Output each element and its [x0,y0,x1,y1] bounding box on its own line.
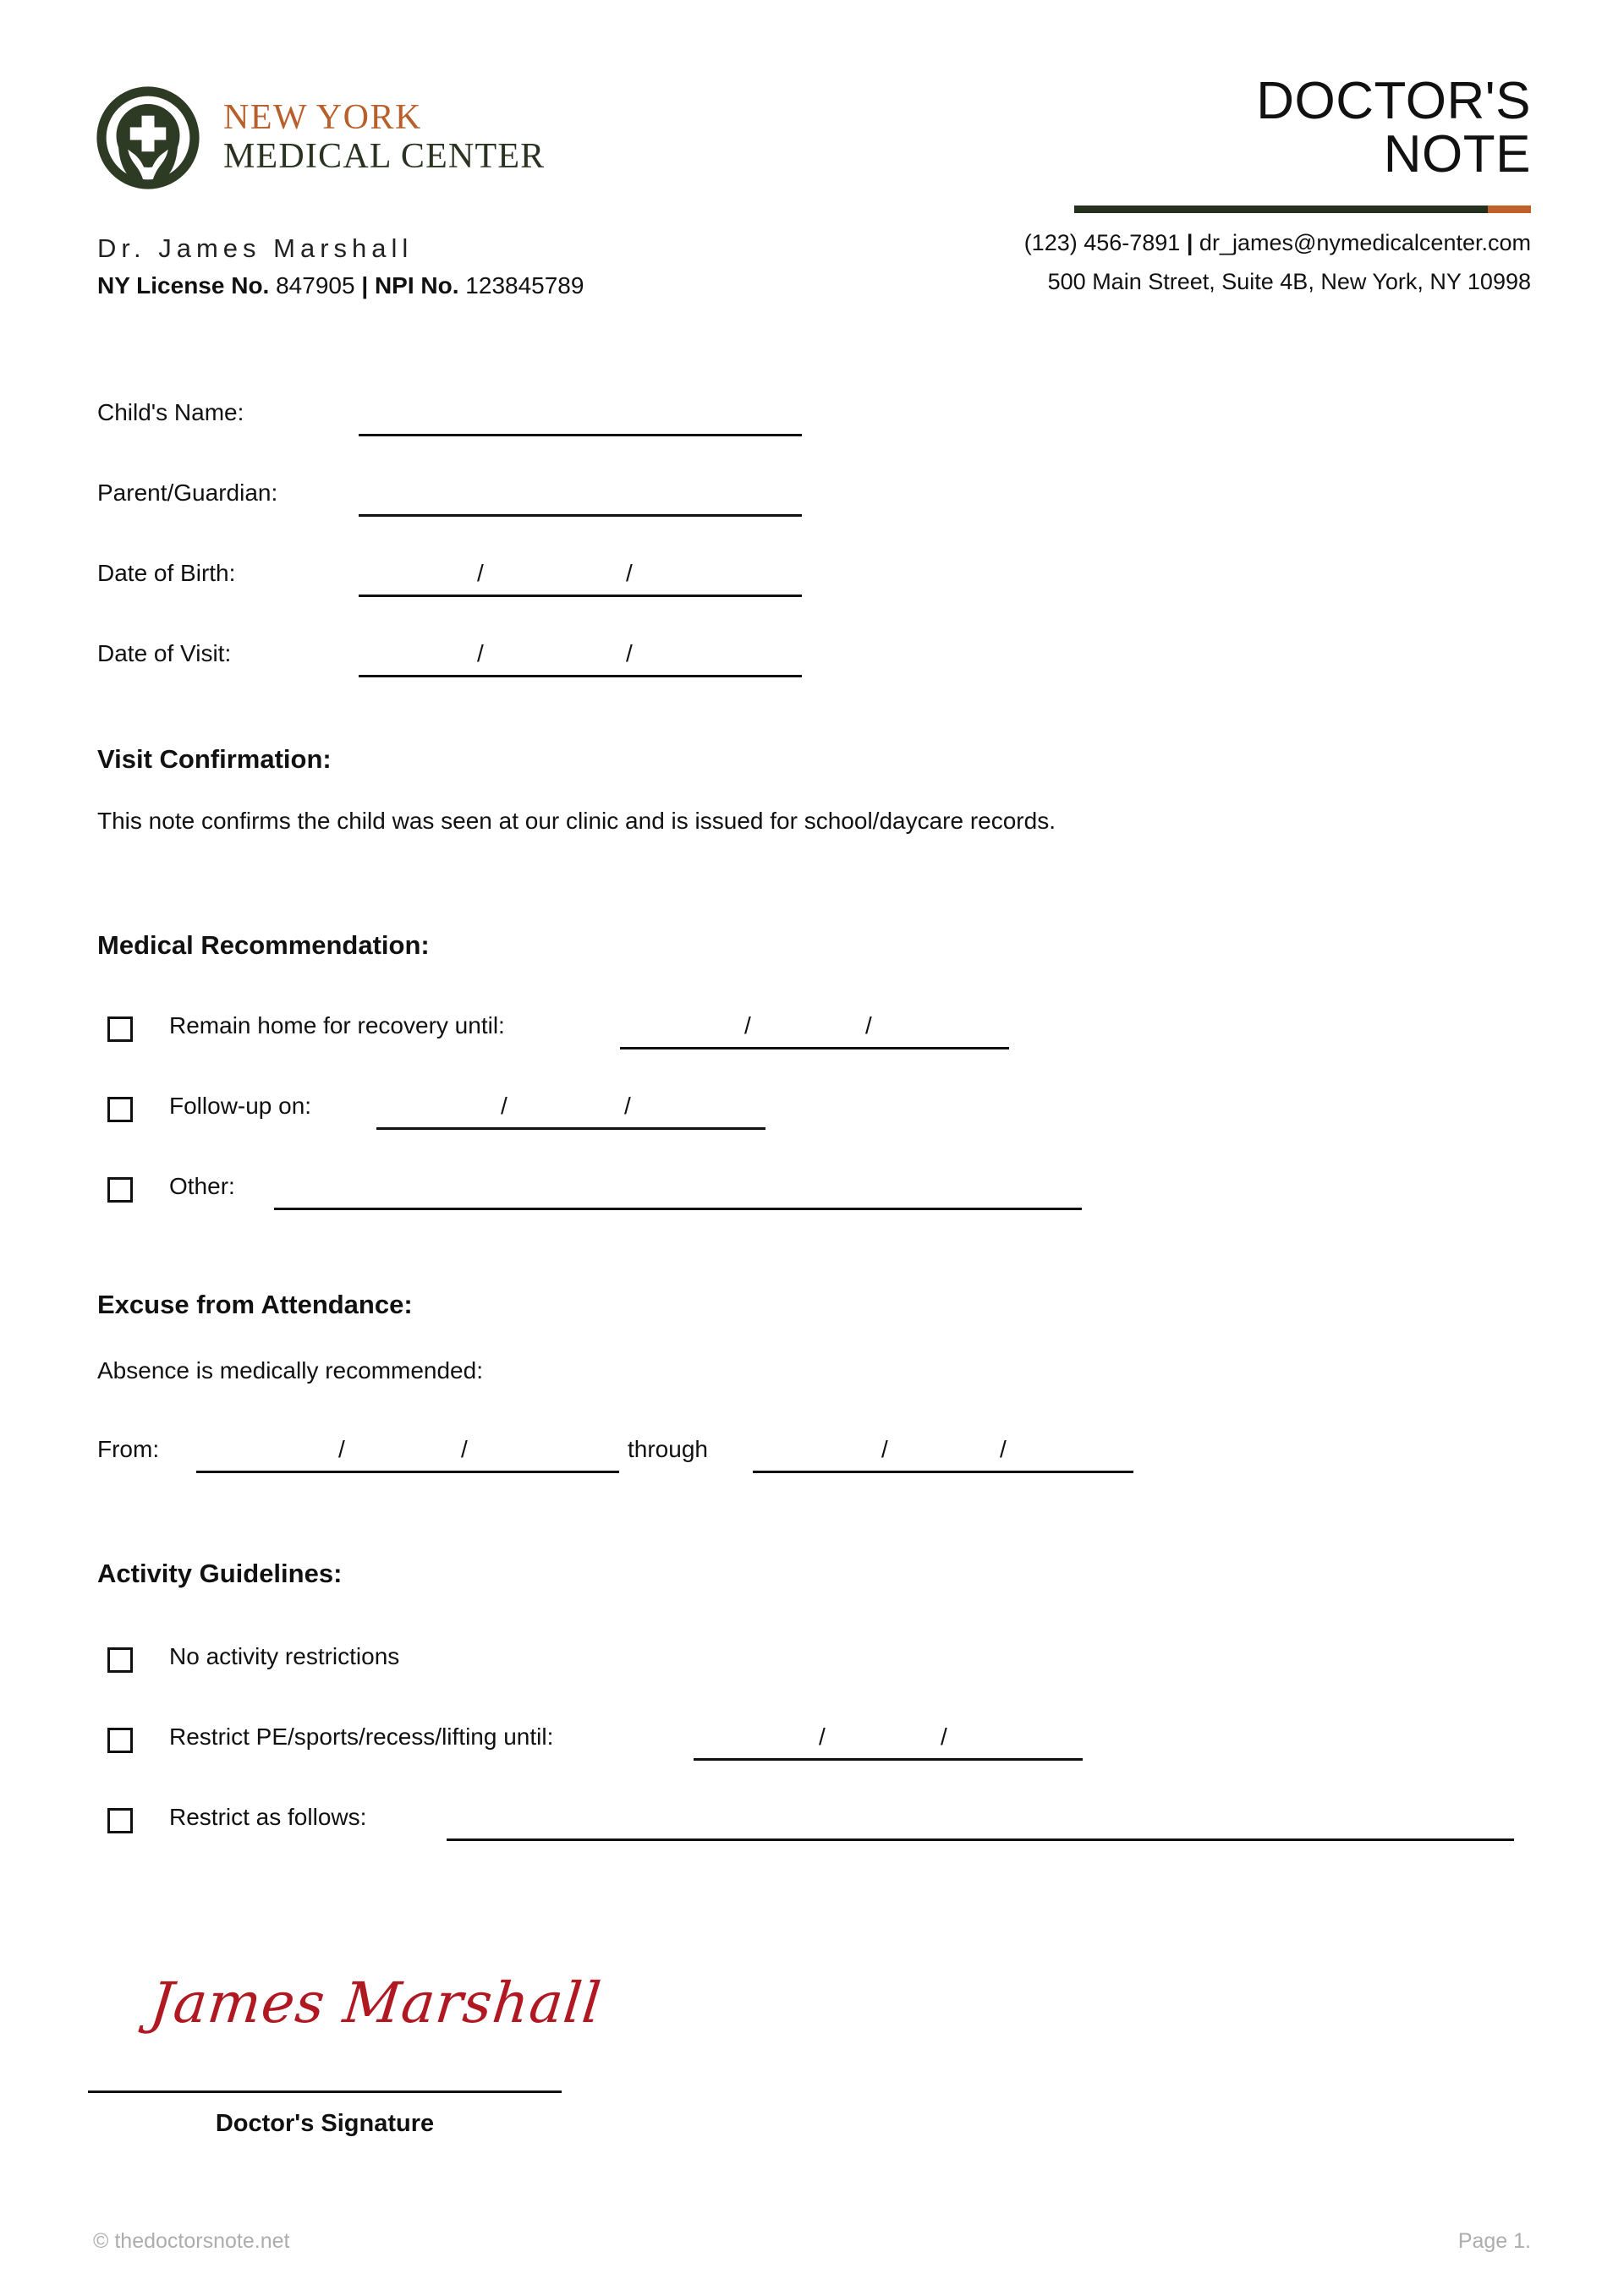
date-of-birth-label: Date of Birth: [97,560,236,586]
date-of-birth-input[interactable] [359,595,802,597]
follow-up-slash-1: / [501,1093,508,1119]
excuse-heading: Excuse from Attendance: [97,1290,413,1319]
restrict-pe-slash-2: / [941,1723,947,1750]
signature-line [88,2091,562,2093]
checkbox-follow-up[interactable] [107,1097,133,1122]
footer-page-number: Page 1. [1457,2229,1531,2253]
license-label: NY License No. [97,272,270,299]
contact-phone-email [1024,230,1531,256]
checkbox-restrict-pe[interactable] [107,1728,133,1753]
clinic-address: 500 Main Street, Suite 4B, New York, NY 10998 [1047,269,1531,294]
restrict-as-follows-label: Restrict as follows: [169,1804,367,1830]
checkbox-remain-home[interactable] [107,1016,133,1042]
doctor-name: Dr. James Marshall [97,233,414,263]
parent-guardian-label: Parent/Guardian: [97,479,278,506]
title-divider [1074,205,1531,213]
npi-value: 123845789 [465,272,584,299]
activity-guidelines-heading: Activity Guidelines: [97,1559,343,1588]
no-activity-restrictions-label: No activity restrictions [169,1643,400,1669]
other-text-input[interactable] [274,1208,1082,1210]
excuse-through-date-input[interactable] [753,1471,1133,1473]
clinic-logo [95,83,545,193]
date-of-visit-label: Date of Visit: [97,640,232,666]
npi-label: NPI No. [374,272,459,299]
follow-up-slash-2: / [624,1093,631,1119]
contact-separator: | [1186,230,1193,255]
page-title-line1: DOCTOR'S [1256,72,1531,130]
date-of-visit-slash-2: / [626,640,633,666]
license-value: 847905 [276,272,355,299]
restrict-pe-slash-1: / [819,1723,826,1750]
document-header [0,0,1624,321]
date-of-visit-input[interactable] [359,675,802,677]
medical-cross-hands-circle-icon [95,83,201,193]
other-label: Other: [169,1173,235,1199]
title-divider-orange-segment [1488,205,1531,213]
date-of-visit-slash-1: / [477,640,484,666]
doctor-signature-image: James Marshall [146,1970,605,2036]
email-address: dr_james@nymedicalcenter.com [1199,230,1531,255]
medical-recommendation-heading: Medical Recommendation: [97,930,430,960]
excuse-text: Absence is medically recommended: [97,1357,483,1384]
phone-number: (123) 456-7891 [1023,230,1181,255]
parent-guardian-input[interactable] [359,514,802,517]
credentials-separator: | [361,272,369,299]
checkbox-other[interactable] [107,1177,133,1203]
doctor-credentials [97,272,584,299]
checkbox-no-activity-restrictions[interactable] [107,1647,133,1673]
excuse-through-slash-2: / [1000,1436,1007,1462]
clinic-name-line1: NEW YORK [223,97,422,137]
excuse-from-date-input[interactable] [196,1471,619,1473]
signature-caption: Doctor's Signature [215,2110,435,2137]
excuse-through-label: through [628,1436,708,1462]
clinic-name-line2: MEDICAL CENTER [223,137,546,177]
restrict-pe-date-input[interactable] [694,1758,1083,1761]
remain-home-date-input[interactable] [620,1047,1009,1049]
page-title [1256,72,1531,184]
restrict-as-follows-text-input[interactable] [447,1838,1514,1841]
checkbox-restrict-as-follows[interactable] [107,1808,133,1833]
childs-name-label: Child's Name: [97,399,244,425]
date-of-birth-slash-1: / [477,560,484,586]
visit-confirmation-heading: Visit Confirmation: [97,744,332,774]
page-title-line2: NOTE [1383,125,1531,184]
excuse-from-label: From: [97,1436,160,1462]
title-divider-green-segment [1074,205,1488,213]
follow-up-label: Follow-up on: [169,1093,312,1119]
childs-name-input[interactable] [359,434,802,436]
footer-copyright: © thedoctorsnote.net [93,2229,290,2253]
follow-up-date-input[interactable] [376,1127,765,1130]
restrict-pe-label: Restrict PE/sports/recess/lifting until: [169,1723,554,1750]
remain-home-slash-1: / [744,1012,751,1038]
excuse-through-slash-1: / [881,1436,888,1462]
visit-confirmation-text: This note confirms the child was seen at our clinic and is issued for school/daycare records. [97,808,1056,834]
clinic-logo-wordmark [223,99,545,177]
remain-home-label: Remain home for recovery until: [169,1012,505,1038]
date-of-birth-slash-2: / [626,560,633,586]
remain-home-slash-2: / [865,1012,872,1038]
excuse-from-slash-2: / [461,1436,468,1462]
excuse-from-slash-1: / [338,1436,345,1462]
